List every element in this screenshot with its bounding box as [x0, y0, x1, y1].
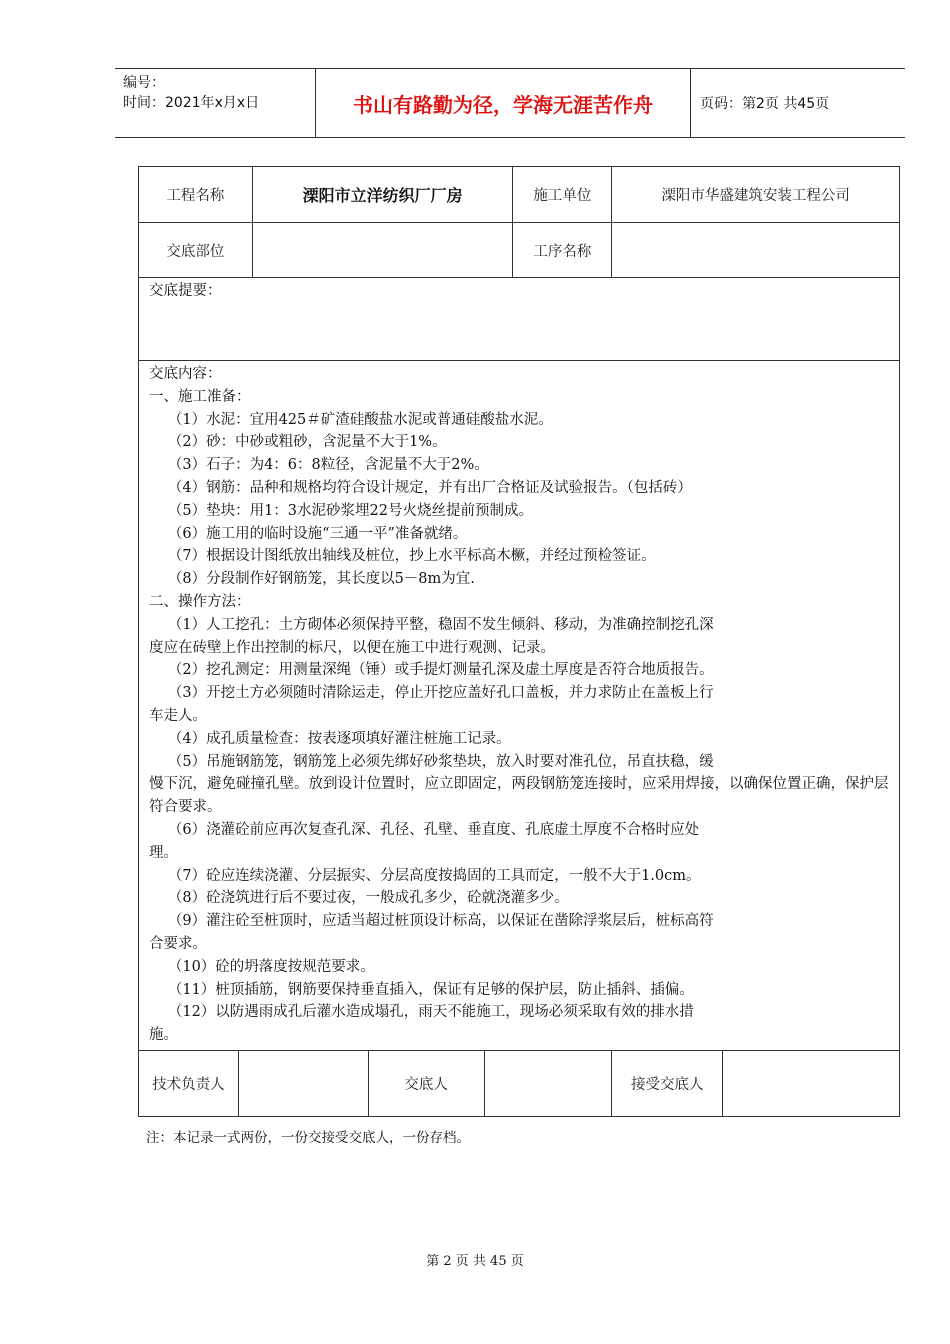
section1-title: 一、施工准备： — [149, 388, 251, 405]
item-first-line: （2）挖孔测定：用测量深绳（锤）或手提灯测量孔深及虚土厚度是否符合地质报告。 — [167, 662, 714, 679]
list-item — [149, 751, 889, 819]
item-first-line: （3）开挖土方必须随时清除运走，停止开挖应盖好孔口盖板，并力求防止在盖板上行 — [167, 685, 714, 702]
list-item: （5）垫块：用1：3水泥砂浆埋22号火烧丝提前预制成。 — [167, 502, 533, 519]
page-header — [115, 68, 905, 138]
tech-lead-label: 技术负责人 — [139, 1051, 239, 1117]
item-first-line: （9）灌注砼至桩顶时，应适当超过桩顶设计标高，以保证在凿除浮浆层后，桩标高符 — [167, 913, 714, 930]
motto: 书山有路勤为径，学海无涯苦作舟 — [315, 69, 691, 137]
list-item — [149, 979, 889, 1002]
summary-cell — [139, 278, 900, 361]
item-first-line: （7）砼应连续浇灌、分层振实、分层高度按捣固的工具而定，一般不大于1.0cm。 — [167, 867, 701, 884]
constructor-label: 施工单位 — [513, 167, 612, 223]
list-item: （4）钢筋：品种和规格均符合设计规定，并有出厂合格证及试验报告。（包括砖） — [167, 479, 692, 496]
list-item: （3）石子：为4：6：8粒径，含泥量不大于2%。 — [167, 457, 489, 474]
disclosure-form — [138, 166, 900, 1117]
list-item — [149, 728, 889, 751]
item-continuation: 理。 — [149, 844, 178, 861]
list-item — [149, 614, 889, 660]
item-first-line: （8）砼浇筑进行后不要过夜，一般成孔多少，砼就浇灌多少。 — [167, 890, 569, 907]
process-value — [612, 223, 900, 278]
page-footer: 第 2 页 共 45 页 — [426, 1254, 524, 1269]
number-label: 编号： — [123, 75, 165, 91]
project-name-label: 工程名称 — [139, 167, 253, 223]
list-item — [149, 910, 889, 956]
content-label: 交底内容： — [149, 366, 222, 382]
time-label: 时间：2021年x月x日 — [123, 95, 260, 111]
item-continuation: 合要求。 — [149, 935, 207, 952]
item-continuation: 慢下沉，避免碰撞孔壁。放到设计位置时，应立即固定，两段钢筋笼连接时，应采用焊接，以确保位置正确，保护层符合要求。 — [149, 776, 889, 816]
list-item — [149, 659, 889, 682]
item-first-line: （1）人工挖孔：土方砌体必须保持平整，稳固不发生倾斜、移动，为准确控制挖孔深 — [167, 616, 714, 633]
summary-label: 交底提要： — [149, 283, 222, 299]
item-continuation: 车走人。 — [149, 707, 207, 724]
list-item: （8）分段制作好钢筋笼，其长度以5－8m为宜. — [167, 571, 475, 588]
part-label: 交底部位 — [139, 223, 253, 278]
item-first-line: （5）吊施钢筋笼，钢筋笼上必须先绑好砂浆垫块，放入时要对准孔位，吊直扶稳，缓 — [167, 753, 714, 770]
project-name: 溧阳市立洋纺织厂厂房 — [252, 167, 513, 223]
receiver-label: 接受交底人 — [612, 1051, 723, 1117]
list-item — [149, 887, 889, 910]
item-first-line: （11）桩顶插筋，钢筋要保持垂直插入，保证有足够的保护层，防止插斜、插偏。 — [167, 981, 694, 998]
list-item — [149, 819, 889, 865]
header-meta — [115, 69, 315, 137]
list-item: （2）砂：中砂或粗砂，含泥量不大于1%。 — [167, 434, 447, 451]
tech-lead-value — [238, 1051, 368, 1117]
item-first-line: （10）砼的坍落度按规范要求。 — [167, 958, 375, 975]
list-item: （6）施工用的临时设施“三通一平”准备就绪。 — [167, 525, 468, 542]
list-item — [149, 956, 889, 979]
list-item: （7）根据设计图纸放出轴线及桩位，抄上水平标高木橛，并经过预检签证。 — [167, 548, 656, 565]
item-first-line: （6）浇灌砼前应再次复查孔深、孔径、孔壁、垂直度、孔底虚土厚度不合格时应处 — [167, 821, 700, 838]
process-label: 工序名称 — [513, 223, 612, 278]
receiver-value — [723, 1051, 900, 1117]
item-continuation: 施。 — [149, 1027, 178, 1044]
part-value — [252, 223, 513, 278]
note: 注：本记录一式两份，一份交接受交底人，一份存档。 — [146, 1130, 470, 1146]
section2-title: 二、操作方法： — [149, 593, 251, 610]
list-item — [149, 865, 889, 888]
list-item: （1）水泥：宜用425＃矿渣硅酸盐水泥或普通硅酸盐水泥。 — [167, 411, 553, 428]
discloser-value — [484, 1051, 612, 1117]
item-continuation: 度应在砖壁上作出控制的标尺，以便在施工中进行观测、记录。 — [149, 639, 555, 656]
list-item — [149, 1001, 889, 1047]
page-info: 页码：第2页 共45页 — [700, 96, 830, 112]
content-cell — [139, 361, 900, 1051]
item-first-line: （12）以防遇雨成孔后灌水造成塌孔，雨天不能施工，现场必须采取有效的排水措 — [167, 1004, 694, 1021]
discloser-label: 交底人 — [368, 1051, 484, 1117]
item-first-line: （4）成孔质量检查：按表逐项填好灌注桩施工记录。 — [167, 730, 511, 747]
constructor-name: 溧阳市华盛建筑安装工程公司 — [612, 167, 900, 223]
list-item — [149, 682, 889, 728]
